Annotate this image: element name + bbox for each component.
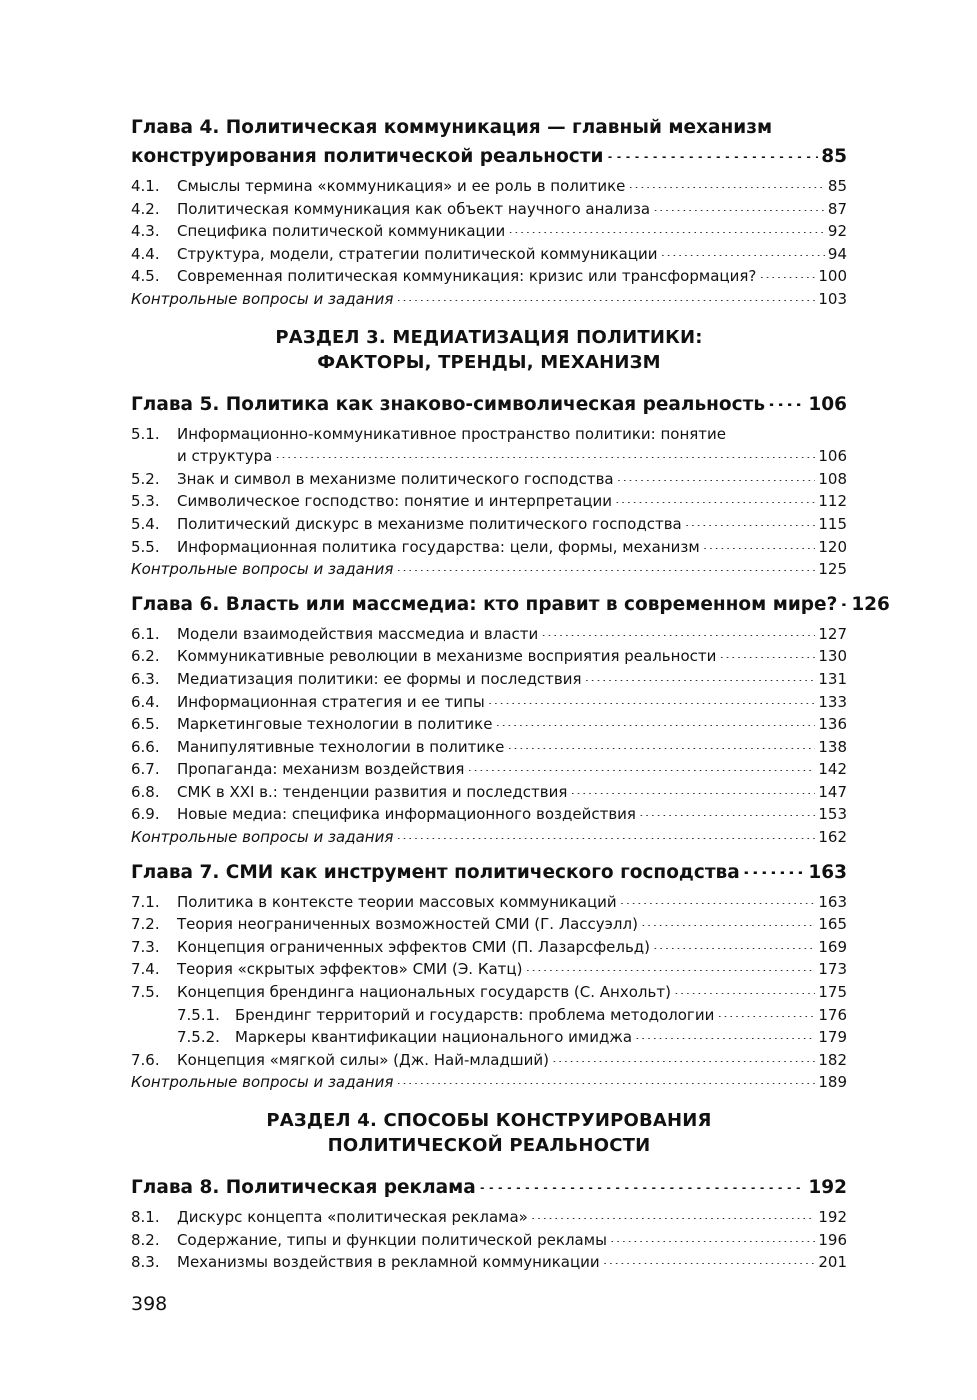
entry-page-number: 127 [818, 624, 847, 643]
dot-leader [717, 1002, 815, 1017]
dot-leader [610, 1227, 815, 1242]
toc-entry [131, 1206, 847, 1229]
entry-title: Контрольные вопросы и задания [131, 828, 394, 847]
dot-leader [641, 911, 815, 926]
entry-number: 7.5.2. [177, 1028, 220, 1047]
entry-number: 7.6. [131, 1050, 160, 1069]
entry-title: СМК в XXI в.: тенденции развития и последствия [177, 782, 568, 801]
entry-title: Контрольные вопросы и задания [131, 1073, 394, 1092]
entry-number: 4.5. [131, 267, 160, 286]
chapter-page-number: 85 [821, 146, 847, 167]
toc-entry [131, 423, 847, 468]
dot-leader [653, 934, 815, 949]
chapter-title-continued: конструирования политической реальности [131, 146, 604, 167]
toc-entry [131, 981, 847, 1004]
dot-leader [531, 1204, 816, 1219]
entry-title: Политический дискурс в механизме политического господства [177, 514, 682, 533]
toc-entry [131, 198, 847, 221]
entry-number: 5.4. [131, 514, 160, 533]
dot-leader [525, 956, 815, 971]
entry-page-number: 85 [827, 177, 847, 195]
entry-title: Специфика политической коммуникации [177, 222, 506, 241]
dot-leader [635, 1024, 815, 1039]
entry-number: 6.8. [131, 782, 160, 801]
entry-number: 4.2. [131, 199, 160, 218]
toc-entry [131, 1251, 847, 1274]
entry-title: Пропаганда: механизм воздействия [177, 760, 465, 779]
entry-number: 5.3. [131, 492, 160, 511]
section-title: РАЗДЕЛ 4. СПОСОБЫ КОНСТРУИРОВАНИЯ [266, 1110, 712, 1131]
dot-leader [570, 779, 815, 794]
dot-leader [685, 511, 816, 526]
toc-entry [131, 713, 847, 736]
entry-page-number: 201 [818, 1253, 847, 1272]
entry-title: Коммуникативные революции в механизме восприятия реальности [177, 647, 717, 666]
entry-title: Механизмы воздействия в рекламной коммуникации [177, 1253, 600, 1272]
entry-title: Содержание, типы и функции политической рекламы [177, 1230, 607, 1249]
entry-number: 7.4. [131, 960, 160, 979]
dot-leader [628, 173, 825, 188]
entry-page-number: 120 [818, 537, 847, 556]
entry-number: 7.3. [131, 937, 160, 956]
entry-title: Политическая коммуникация как объект научного анализа [177, 199, 651, 218]
dot-leader [768, 387, 805, 406]
toc-subentry [131, 1004, 847, 1027]
entry-page-number: 136 [818, 715, 847, 734]
chapter-title: Глава 4. Политическая коммуникация — главный механизм [131, 117, 773, 138]
entry-page-number: 176 [818, 1005, 847, 1024]
entry-number: 6.3. [131, 669, 160, 688]
entry-number: 4.4. [131, 244, 160, 263]
entry-title: Новые медиа: специфика информационного воздействия [177, 805, 636, 824]
page-number: 398 [131, 1293, 168, 1315]
entry-title: Теория неограниченных возможностей СМИ (Г. Лассуэлл) [177, 915, 638, 934]
entry-page-number: 125 [818, 560, 847, 579]
toc-entry [131, 803, 847, 826]
entry-number: 7.1. [131, 892, 160, 911]
dot-leader [479, 1171, 806, 1190]
entry-title: Информационная стратегия и ее типы [177, 692, 485, 711]
section-4-heading [131, 1108, 847, 1158]
entry-title: Маркеры квантификации национального имиджа [235, 1028, 633, 1047]
dot-leader [467, 756, 815, 771]
chapter-title: Глава 5. Политика как знаково-символическая реальность [131, 393, 766, 415]
dot-leader [507, 734, 815, 749]
entry-number: 6.4. [131, 692, 160, 711]
entry-title: Контрольные вопросы и задания [131, 560, 394, 579]
entry-title: Структура, модели, стратегии политической коммуникации [177, 244, 658, 263]
dot-leader [585, 666, 816, 681]
toc-entry [131, 490, 847, 513]
table-of-contents [131, 113, 890, 1274]
entry-page-number: 87 [827, 199, 847, 218]
toc-entry [131, 958, 847, 981]
entry-title: Концепция ограниченных эффектов СМИ (П. Лазарсфельд) [177, 937, 651, 956]
toc-entry-questions [131, 288, 847, 311]
entry-title-continued: и структура [177, 447, 273, 466]
entry-page-number: 130 [818, 647, 847, 666]
dot-leader [617, 466, 816, 481]
entry-number: 6.7. [131, 760, 160, 779]
entry-page-number: 147 [818, 782, 847, 801]
entry-title: Манипулятивные технологии в политике [177, 737, 505, 756]
section-3-heading [131, 325, 847, 375]
toc-entry [131, 513, 847, 536]
entry-title: Теория «скрытых эффектов» СМИ (Э. Катц) [177, 960, 523, 979]
chapter-8-heading [131, 1173, 847, 1202]
dot-leader [488, 689, 816, 704]
entry-title: Политика в контексте теории массовых коммуникаций [177, 892, 617, 911]
dot-leader [615, 488, 815, 503]
chapter-page-number: 192 [808, 1177, 847, 1198]
toc-entry [131, 220, 847, 243]
entry-page-number: 142 [818, 760, 847, 779]
entry-number: 5.5. [131, 537, 160, 556]
entry-page-number: 153 [818, 805, 847, 824]
entry-title: Смыслы термина «коммуникация» и ее роль в политике [177, 177, 626, 195]
entry-title: Брендинг территорий и государств: проблема методологии [235, 1005, 715, 1024]
dot-leader [639, 801, 815, 816]
entry-number: 6.6. [131, 737, 160, 756]
dot-leader [620, 889, 816, 904]
entry-page-number: 169 [818, 937, 847, 956]
dot-leader [743, 855, 806, 874]
entry-page-number: 115 [818, 514, 847, 533]
chapter-page-number: 126 [851, 593, 890, 615]
dot-leader [508, 218, 825, 233]
toc-entry-questions [131, 826, 847, 849]
dot-leader [660, 241, 824, 256]
entry-title: Современная политическая коммуникация: кризис или трансформация? [177, 267, 757, 286]
section-title-continued: ФАКТОРЫ, ТРЕНДЫ, МЕХАНИЗМ [317, 351, 661, 373]
entry-number: 8.2. [131, 1230, 160, 1249]
entry-page-number: 182 [818, 1050, 847, 1069]
chapter-title: Глава 6. Власть или массмедиа: кто правит в современном мире? [131, 593, 838, 615]
entry-title: Медиатизация политики: ее формы и последствия [177, 669, 582, 688]
entry-number: 6.2. [131, 647, 160, 666]
entry-page-number: 108 [818, 469, 847, 488]
entry-page-number: 179 [818, 1028, 847, 1047]
entry-number: 7.5.1. [177, 1005, 220, 1024]
entry-page-number: 192 [818, 1208, 847, 1226]
entry-page-number: 106 [818, 447, 847, 466]
toc-entry [131, 468, 847, 491]
entry-page-number: 163 [818, 892, 847, 911]
entry-page-number: 189 [818, 1073, 847, 1092]
entry-page-number: 162 [818, 828, 847, 847]
dot-leader [495, 711, 815, 726]
entry-number: 4.1. [131, 177, 160, 195]
entry-title: Символическое господство: понятие и интерпретации [177, 492, 612, 511]
toc-entry [131, 265, 847, 288]
dot-leader [603, 1249, 816, 1264]
dot-leader [396, 556, 815, 571]
toc-entry [131, 536, 847, 559]
chapter-5-heading [131, 390, 847, 419]
entry-page-number: 103 [818, 289, 847, 308]
dot-leader [606, 140, 818, 159]
entry-page-number: 94 [827, 244, 847, 263]
dot-leader [759, 263, 815, 278]
chapter-6-heading [131, 590, 890, 619]
toc-entry [131, 668, 847, 691]
dot-leader [840, 587, 848, 606]
dot-leader [552, 1047, 815, 1062]
entry-number: 5.2. [131, 469, 160, 488]
toc-entry-questions [131, 558, 847, 581]
entry-title: Информационно-коммуникативное пространство политики: понятие [177, 424, 727, 443]
entry-title: Маркетинговые технологии в политике [177, 715, 493, 734]
toc-entry [131, 243, 847, 266]
toc-entry [131, 758, 847, 781]
toc-subentry [131, 1026, 847, 1049]
section-title-continued: ПОЛИТИЧЕСКОЙ РЕАЛЬНОСТИ [327, 1135, 651, 1156]
entry-number: 5.1. [131, 424, 160, 443]
dot-leader [703, 534, 816, 549]
entry-title: Контрольные вопросы и задания [131, 289, 394, 308]
dot-leader [396, 286, 815, 301]
entry-page-number: 92 [827, 222, 847, 241]
dot-leader [719, 643, 815, 658]
toc-entry [131, 913, 847, 936]
dot-leader [396, 1069, 815, 1084]
toc-entry [131, 1229, 847, 1252]
entry-number: 7.5. [131, 983, 160, 1002]
entry-title: Концепция брендинга национальных государств (С. Анхольт) [177, 983, 671, 1002]
entry-page-number: 100 [818, 267, 847, 286]
entry-title: Концепция «мягкой силы» (Дж. Най-младший) [177, 1050, 549, 1069]
toc-entry [131, 691, 847, 714]
dot-leader [653, 196, 825, 211]
entry-page-number: 133 [818, 692, 847, 711]
dot-leader [275, 443, 815, 458]
chapter-page-number: 106 [808, 393, 847, 415]
entry-number: 6.1. [131, 624, 160, 643]
entry-number: 6.5. [131, 715, 160, 734]
entry-page-number: 112 [818, 492, 847, 511]
toc-entry [131, 175, 847, 198]
entry-page-number: 173 [818, 960, 847, 979]
dot-leader [674, 979, 815, 994]
section-title: РАЗДЕЛ 3. МЕДИАТИЗАЦИЯ ПОЛИТИКИ: [275, 326, 703, 348]
entry-title: Дискурс концепта «политическая реклама» [177, 1208, 528, 1226]
toc-entry [131, 1049, 847, 1072]
toc-entry [131, 623, 847, 646]
entry-page-number: 175 [818, 983, 847, 1002]
entry-number: 7.2. [131, 915, 160, 934]
chapter-title: Глава 7. СМИ как инструмент политического господства [131, 861, 740, 883]
entry-number: 6.9. [131, 805, 160, 824]
entry-number: 4.3. [131, 222, 160, 241]
toc-entry [131, 781, 847, 804]
entry-page-number: 165 [818, 915, 847, 934]
entry-title: Модели взаимодействия массмедиа и власти [177, 624, 539, 643]
chapter-7-heading [131, 858, 847, 887]
entry-page-number: 131 [818, 669, 847, 688]
entry-number: 8.1. [131, 1208, 160, 1226]
toc-entry [131, 891, 847, 914]
entry-title: Знак и символ в механизме политического господства [177, 469, 614, 488]
chapter-page-number: 163 [808, 861, 847, 883]
entry-page-number: 138 [818, 737, 847, 756]
chapter-4-heading [131, 113, 847, 171]
dot-leader [541, 621, 815, 636]
entry-page-number: 196 [818, 1230, 847, 1249]
dot-leader [396, 824, 815, 839]
chapter-title: Глава 8. Политическая реклама [131, 1177, 476, 1198]
toc-entry [131, 936, 847, 959]
toc-entry [131, 736, 847, 759]
entry-number: 8.3. [131, 1253, 160, 1272]
toc-entry-questions [131, 1071, 847, 1094]
entry-title: Информационная политика государства: цели, формы, механизм [177, 537, 700, 556]
toc-entry [131, 645, 847, 668]
